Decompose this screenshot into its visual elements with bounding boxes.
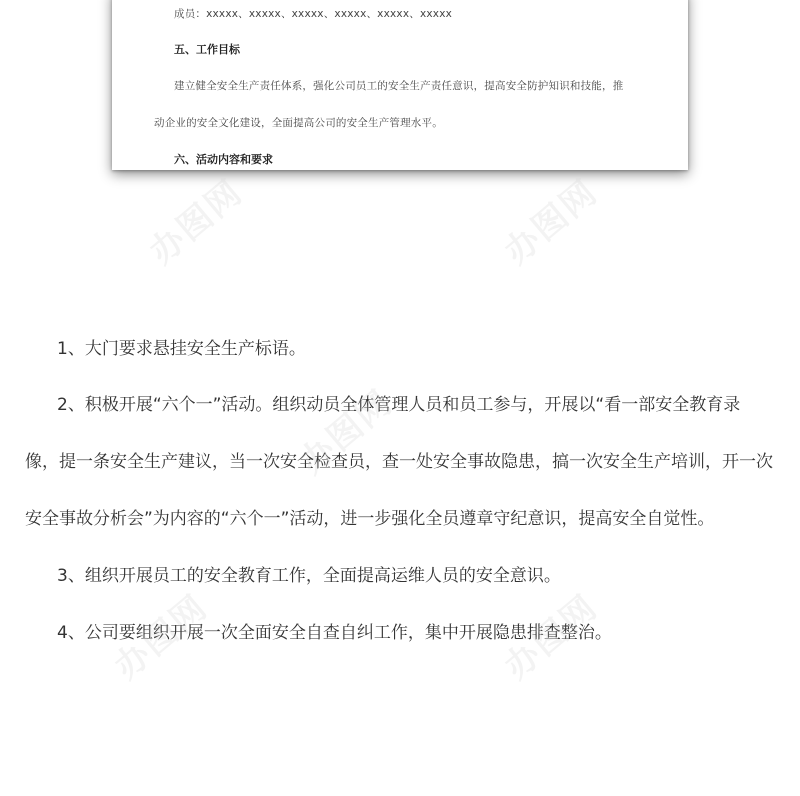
list-item-2-line-2: 像，提一条安全生产建议，当一次安全检查员，查一处安全事故隐患，搞一次安全生产培训，开一次 (25, 452, 773, 472)
watermark: 办图网 (497, 172, 606, 273)
watermark: 办图网 (497, 587, 606, 688)
document-preview-card (112, 0, 688, 170)
list-item-4: 4、公司要组织开展一次全面安全自查自纠工作，集中开展隐患排查整治。 (57, 623, 612, 643)
section-5-paragraph-line-2: 动企业的安全文化建设，全面提高公司的安全生产管理水平。 (154, 117, 443, 129)
section-5-paragraph-line-1: 建立健全安全生产责任体系，强化公司员工的安全生产责任意识，提高安全防护知识和技能，推 (174, 80, 624, 92)
section-5-heading: 五、工作目标 (174, 43, 240, 56)
list-item-1: 1、大门要求悬挂安全生产标语。 (57, 339, 306, 359)
list-item-3: 3、组织开展员工的安全教育工作，全面提高运维人员的安全意识。 (57, 566, 561, 586)
section-6-heading: 六、活动内容和要求 (174, 153, 273, 166)
members-line: 成员：xxxxx、xxxxx、xxxxx、xxxxx、xxxxx、xxxxx (174, 8, 453, 20)
watermark: 办图网 (107, 587, 216, 688)
list-item-2-line-3: 安全事故分析会”为内容的“六个一”活动，进一步强化全员遵章守纪意识，提高安全自觉性。 (25, 509, 715, 529)
list-item-2-line-1: 2、积极开展“六个一”活动。组织动员全体管理人员和员工参与，开展以“看一部安全教育录 (57, 395, 741, 415)
watermark: 办图网 (292, 382, 401, 483)
watermark: 办图网 (142, 172, 251, 273)
